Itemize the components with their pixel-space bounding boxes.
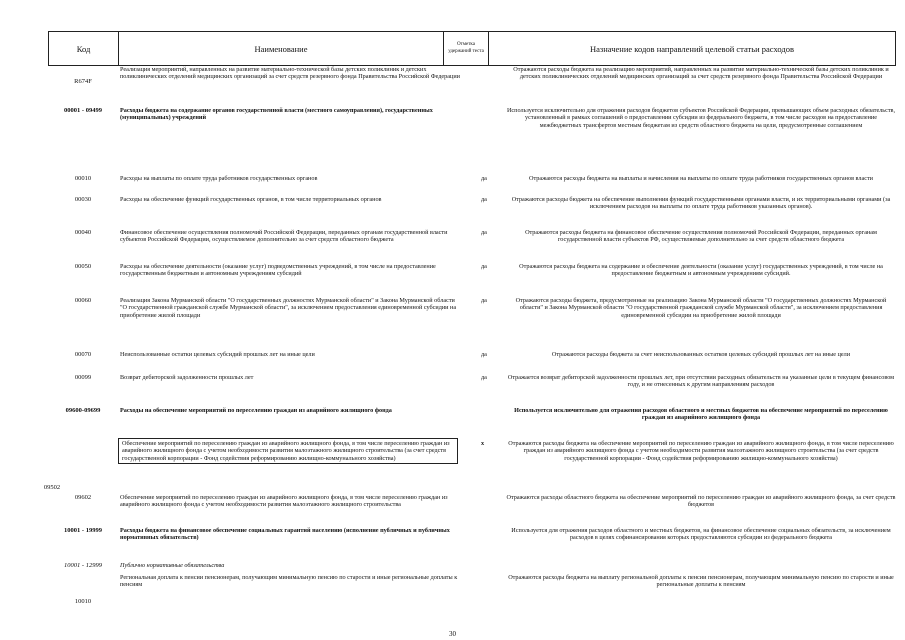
row-desc: Используется для отражения расходов областного и местных бюджетов, на финансовое обеспечение социальных обязательств, за исключением расходов в целях софинансирования которых предоставляются субсидии из федерального бюджета (511, 527, 891, 542)
row-code: 09502 (43, 484, 61, 491)
row-code: 00070 (74, 351, 92, 358)
row-name: Финансовое обеспечение осуществления полномочий Российской Федерации, переданных органам государственной власти субъектов Российской Федерации, осуществляемое дополнительно за счет средств областного бюджета (120, 229, 448, 244)
row-code: 00099 (74, 374, 92, 381)
row-mark: х (481, 440, 485, 447)
row-code: 09602 (74, 494, 92, 501)
row-name: Реализация мероприятий, направленных на развитие материально-технической базы детских поликлиник и детских поликлинических отделений медицинских организаций за счет средств резервного фонда Правительства Российской Федерации (120, 66, 460, 81)
row-code: 10010 (74, 598, 92, 605)
row-code: 00060 (74, 297, 92, 304)
row-code: 00030 (74, 196, 92, 203)
header-purpose: Назначение кодов направлений целевой статьи расходов (589, 43, 794, 54)
row-desc: Отражаются расходы бюджета за счет неиспользованных остатков целевых субсидий прошлых лет на иные цели (551, 351, 851, 358)
row-name: Региональная доплата к пенсии пенсионерам, получающим минимальную пенсию по старости и иные региональные доплаты к пенсиям (120, 574, 458, 589)
row-desc: Используется исключительно для отражения расходов бюджетов субъектов Российской Федерации, превышающих объем расходных обязательств, установленный в рамках соглашений о предоставлении субсидии из федерального бюджета, в том числе расходов на предоставление межбюджетных трансфертов местным бюджетам из средств областного бюджета на цели, предусмотренные соглашением (506, 107, 896, 129)
row-mark: да (481, 351, 487, 358)
row-desc: Используется исключительно для отражения расходов областного и местных бюджетов на обеспечение мероприятий по переселению граждан из аварийного жилищного фонда (514, 407, 888, 422)
row-mark: да (481, 263, 487, 270)
row-name: Расходы бюджета на финансовое обеспечение социальных гарантий населению (исполнение публичных и публичных нормативных обязательств) (120, 527, 450, 542)
row-code: 00001 - 09499 (64, 107, 102, 114)
row-desc: Отражаются расходы бюджета, предусмотренные на реализацию Закона Мурманской области "О государственных должностях Мурманской области" и Закона Мурманской области "О государственной гражданской службе Мурманской области", за исключением предоставления единовременной субсидии на приобретение жилой площади (515, 297, 887, 319)
row-name: Расходы на выплаты по оплате труда работников государственных органов (120, 175, 318, 182)
row-code: 00010 (74, 175, 92, 182)
row-name: Расходы на обеспечение деятельности (оказание услуг) подведомственных учреждений, в том числе на предоставление государственным бюджетным и автономным учреждениям субсидий (120, 263, 436, 278)
row-code: 10001 - 19999 (64, 527, 102, 534)
row-name: Обеспечение мероприятий по переселению граждан из аварийного жилищного фонда, в том числе переселению граждан из аварийного жилищного фонда с учетом необходимости развития малоэтажного жилищного строительства (120, 494, 448, 509)
row-code: 00040 (74, 229, 92, 236)
row-name: Неиспользованные остатки целевых субсидий прошлых лет на иные цели (120, 351, 315, 358)
row-desc: Отражаются расходы бюджета на выплату региональной доплаты к пенсии пенсионерам, получающим минимальную пенсию по старости и иные региональные доплаты к пенсиям (508, 574, 894, 589)
row-desc: Отражаются расходы бюджета на обеспечение выполнения функций государственными органами власти, и их территориальными органами (за исключением расходов на выплаты по оплате труда работников указанных органов). (511, 196, 891, 211)
row-mark: да (481, 374, 487, 381)
row-code: 09600-09699 (65, 407, 101, 414)
row-name: Обеспечение мероприятий по переселению граждан из аварийного жилищного фонда, в том числе переселению граждан из аварийного жилищного фонда с учетом необходимости развития малоэтажного жилищного строительства (за счет средств государственной корпорации - Фонд содействия реформированию жилищно-коммунального хозяйства) (118, 438, 458, 464)
row-name: Возврат дебиторской задолженности прошлых лет (120, 374, 254, 381)
row-desc: Отражаются расходы бюджета на обеспечение мероприятий по переселению граждан из аварийного жилищного фонда, в том числе переселению граждан из аварийного жилищного фонда с учетом необходимости развития малоэтажного жилищного строительства (за счет средств государственной корпорации - Фонд содействия реформированию жилищно-коммунального хозяйства) (508, 440, 894, 462)
row-desc: Отражаются расходы бюджета на выплаты и начисления на выплаты по оплате труда работников государственных органов власти (529, 175, 873, 182)
row-desc: Отражается возврат дебиторской задолженности прошлых лет, при отсутствии расходных обязательств на указанные цели в текущем финансовом году, и не отнесенных к другим направлениям расходов (507, 374, 895, 389)
row-code: 00050 (74, 263, 92, 270)
header-name: Наименование (119, 32, 444, 65)
row-mark: да (481, 175, 487, 182)
row-name: Расходы на обеспечение мероприятий по переселению граждан из аварийного жилищного фонда (120, 407, 392, 414)
row-desc: Отражаются расходы бюджета на финансовое обеспечение осуществления полномочий Российской Федерации, переданных органам государственной власти субъектов РФ, осуществляемые дополнительно за счет средств областного бюджета (525, 229, 877, 244)
row-name: Расходы бюджета на содержание органов государственной власти (местного самоуправления), государственных (муниципальных) учреждений (120, 107, 433, 122)
row-code: 10001 - 12999 (64, 562, 102, 569)
header-code: Код (49, 32, 119, 65)
row-name: Публично нормативные обязательства (120, 562, 225, 569)
table-header (48, 31, 896, 66)
row-code: R674F (74, 78, 92, 85)
row-desc: Отражаются расходы бюджета на содержание и обеспечение деятельности (оказание услуг) государственных учреждений, в том числе на предоставление бюджетным и автономным учреждениям субсидий. (519, 263, 883, 278)
row-mark: да (481, 229, 487, 236)
page-number: 30 (449, 630, 456, 638)
row-desc: Отражаются расходы бюджета на реализацию мероприятий, направленных на развитие материально-технической базы детских поликлиник и детских поликлинических отделений медицинских организаций за счет средств резервного фонда Правительства Российской Федерации (513, 66, 889, 81)
row-mark: да (481, 196, 487, 203)
row-desc: Отражаются расходы областного бюджета на обеспечение мероприятий по переселению граждан из аварийного жилищного фонда, за счет средств бюджетов (506, 494, 896, 509)
row-name: Расходы на обеспечение функций государственных органов, в том числе территориальных органов (120, 196, 382, 203)
row-mark: да (481, 297, 487, 304)
header-note: Отметка удержаний теста (444, 32, 489, 65)
row-name: Реализация Закона Мурманской области "О государственных должностях Мурманской области" и Закона Мурманской области "О государственной гражданской службе Мурманской области", за исключением предоставления единовременной субсидии на приобретение жилой площади (120, 297, 457, 319)
